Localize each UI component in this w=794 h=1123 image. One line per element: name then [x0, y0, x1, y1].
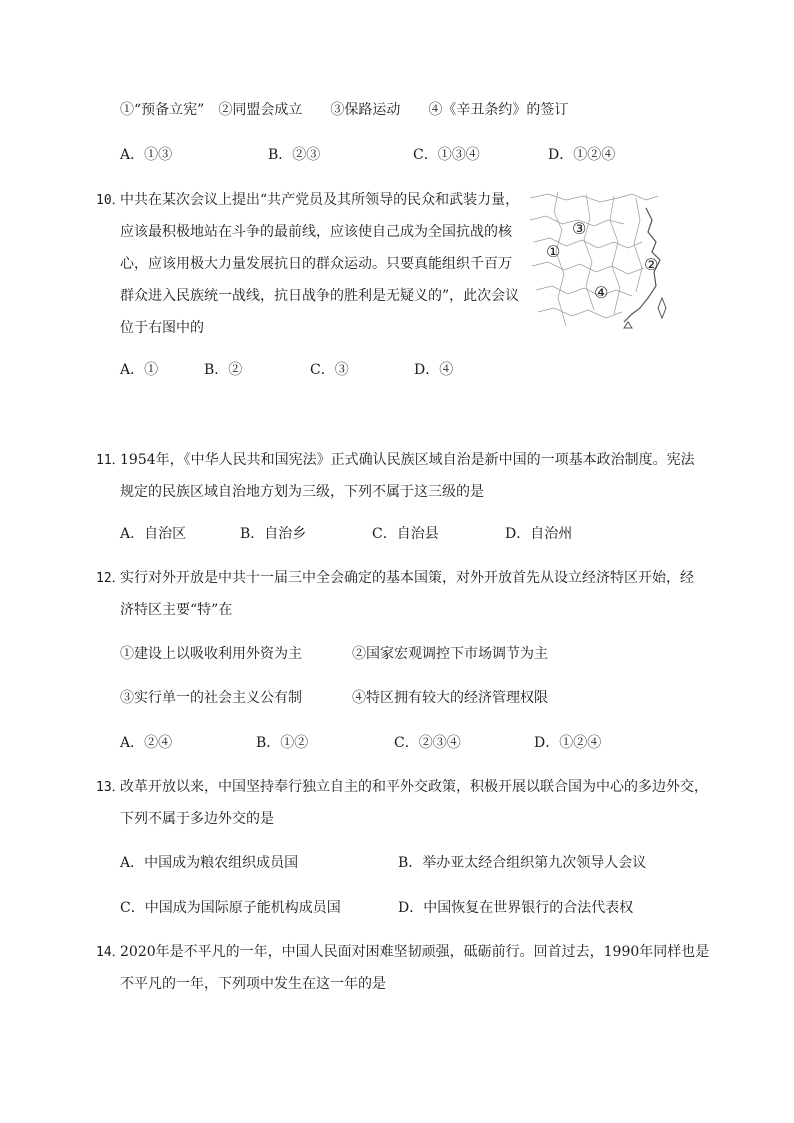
q10-option-c[interactable]: C．③	[310, 362, 349, 378]
q9-items: ①“预备立宪” ②同盟会成立 ③保路运动 ④《辛丑条约》的签订	[120, 102, 569, 118]
q12-line-2: 济特区主要“特”在	[120, 602, 233, 618]
q12-item-2: ②国家宏观调控下市场调节为主	[352, 646, 548, 662]
q14-number: 14．	[96, 945, 125, 960]
q11-line-1: 1954年，《中华人民共和国宪法》正式确认民族区域自治是新中国的一项基本政治制度。宪法	[120, 452, 695, 468]
q11-number: 11．	[96, 453, 125, 468]
q12-line-1: 实行对外开放是中共十一届三中全会确定的基本国策，对外开放首先从设立经济特区开始，经	[120, 570, 694, 586]
q11-option-d[interactable]: D．自治州	[505, 526, 573, 542]
q13-number: 13．	[96, 780, 125, 795]
q11-option-c[interactable]: C．自治县	[372, 526, 439, 542]
map-label-4: ④	[594, 283, 609, 302]
q9-option-b[interactable]: B．②③	[268, 147, 321, 163]
q12-option-c[interactable]: C．②③④	[394, 735, 461, 751]
q13-option-a[interactable]: A．中国成为粮农组织成员国	[120, 855, 299, 871]
q10-line-4: 群众进入民族统一战线，抗日战争的胜利是无疑义的”，此次会议	[120, 288, 520, 304]
q9-option-c[interactable]: C．①③④	[413, 147, 480, 163]
q12-option-a[interactable]: A．②④	[120, 735, 173, 751]
q9-option-a[interactable]: A．①③	[120, 147, 173, 163]
china-map-figure	[528, 190, 680, 330]
q10-line-5: 位于右图中的	[120, 320, 204, 336]
map-label-3: ③	[572, 219, 587, 238]
q10-option-b[interactable]: B．②	[204, 362, 243, 378]
q10-line-1: 中共在某次会议上提出“共产党员及其所领导的民众和武装力量，	[120, 192, 520, 208]
q12-item-1: ①建设上以吸收利用外资为主	[120, 646, 302, 662]
q11-line-2: 规定的民族区域自治地方划为三级，下列不属于这三级的是	[120, 484, 484, 500]
q12-option-d[interactable]: D．①②④	[534, 735, 602, 751]
q12-number: 12．	[96, 571, 125, 586]
q10-line-2: 应该最积极地站在斗争的最前线，应该使自己成为全国抗战的核	[120, 224, 512, 240]
china-map-svg	[528, 190, 680, 330]
q13-option-c[interactable]: C．中国成为国际原子能机构成员国	[120, 900, 341, 916]
q14-line-1: 2020年是不平凡的一年，中国人民面对困难坚韧顽强，砥砺前行。回首过去，1990年同样也是	[120, 944, 710, 960]
q12-item-4: ④特区拥有较大的经济管理权限	[352, 690, 548, 706]
q11-option-b[interactable]: B．自治乡	[240, 526, 307, 542]
q12-item-3: ③实行单一的社会主义公有制	[120, 690, 302, 706]
q11-option-a[interactable]: A．自治区	[120, 526, 187, 542]
q13-option-b[interactable]: B．举办亚太经合组织第九次领导人会议	[398, 855, 647, 871]
q10-option-d[interactable]: D．④	[414, 362, 454, 378]
map-label-1: ①	[546, 242, 561, 261]
q13-line-1: 改革开放以来，中国坚持奉行独立自主的和平外交政策，积极开展以联合国为中心的多边外交，	[120, 779, 708, 795]
map-label-2: ②	[644, 255, 659, 274]
q13-line-2: 下列不属于多边外交的是	[120, 811, 274, 827]
q10-option-a[interactable]: A．①	[120, 362, 159, 378]
q14-line-2: 不平凡的一年，下列项中发生在这一年的是	[120, 976, 386, 992]
q10-line-3: 心，应该用极大力量发展抗日的群众运动。只要真能组织千百万	[120, 256, 512, 272]
q9-option-d[interactable]: D．①②④	[548, 147, 616, 163]
q13-option-d[interactable]: D．中国恢复在世界银行的合法代表权	[398, 900, 634, 916]
q10-number: 10．	[96, 193, 125, 208]
q12-option-b[interactable]: B．①②	[256, 735, 309, 751]
